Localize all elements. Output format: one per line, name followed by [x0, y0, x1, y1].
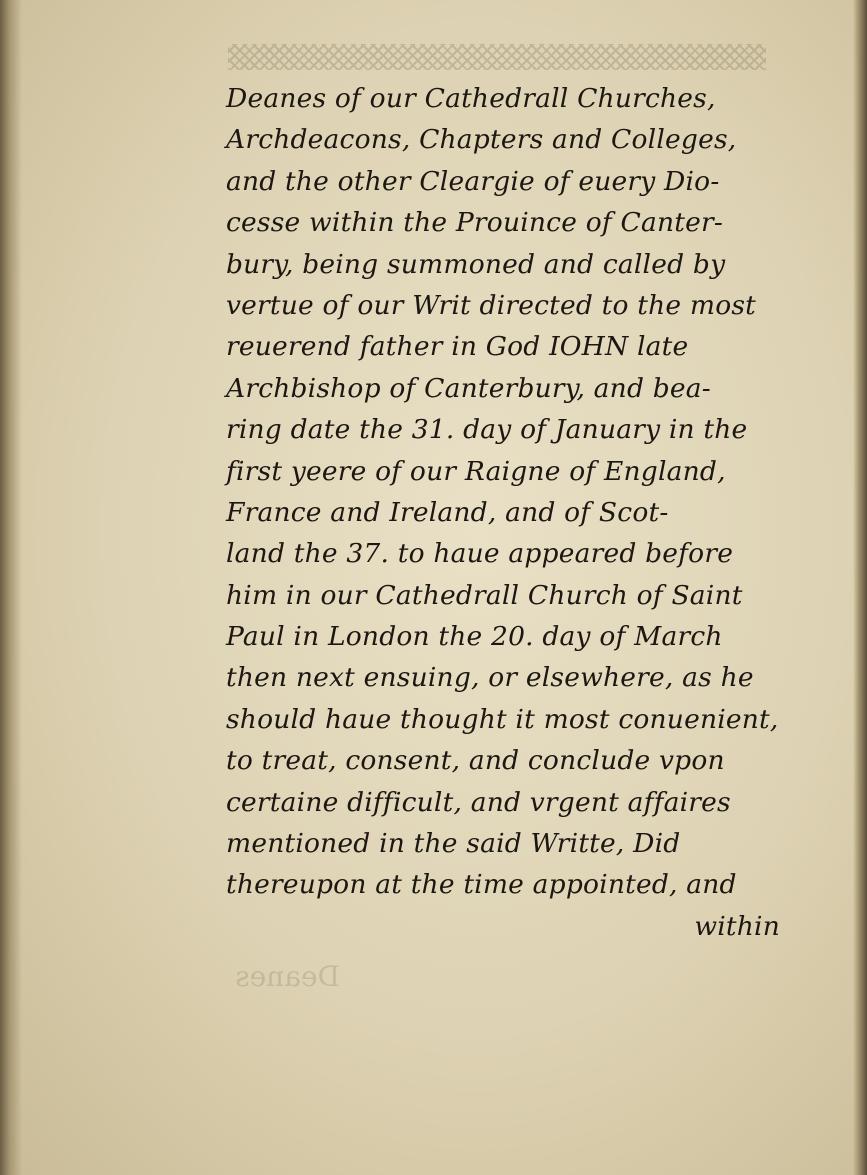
- text-line: and the other Cleargie of euery Dio-: [226, 165, 720, 197]
- text-line: first yeere of our Raigne of England,: [226, 455, 726, 487]
- text-line: France and Ireland, and of Scot-: [226, 496, 669, 528]
- text-line: mentioned in the said Writte, Did: [226, 828, 681, 860]
- text-line: land the 37. to haue appeared before: [226, 538, 734, 570]
- text-line: vertue of our Writ directed to the most: [226, 289, 757, 321]
- body-text: [226, 78, 786, 947]
- text-line: reuerend father in God IOHN late: [226, 331, 689, 363]
- text-line: bury, being summoned and called by: [226, 248, 726, 280]
- text-line: to treat, consent, and conclude vpon: [226, 745, 725, 777]
- text-line: Deanes of our Cathedrall Churches,: [226, 83, 716, 114]
- text-line: ring date the 31. day of January in the: [226, 414, 748, 446]
- text-line: him in our Cathedrall Church of Saint: [226, 579, 743, 611]
- text-line: Paul in London the 20. day of March: [226, 621, 723, 653]
- text-line: should haue thought it most conuenient,: [226, 703, 779, 735]
- page-edge: [853, 0, 867, 1175]
- gutter-shadow: [0, 0, 22, 1175]
- text-line: cesse within the Prouince of Canter-: [226, 207, 723, 239]
- catchword: within: [694, 910, 780, 942]
- text-line: Archdeacons, Chapters and Colleges,: [226, 124, 737, 156]
- text-line: Archbishop of Canterbury, and bea-: [226, 372, 711, 404]
- text-line: then next ensuing, or elsewhere, as he: [226, 662, 754, 694]
- text-line: certaine difficult, and vrgent affaires: [226, 786, 731, 818]
- bleed-through-text: Deanes: [235, 960, 340, 993]
- text-line: thereupon at the time appointed, and: [226, 869, 737, 901]
- header-ornament: [228, 44, 766, 70]
